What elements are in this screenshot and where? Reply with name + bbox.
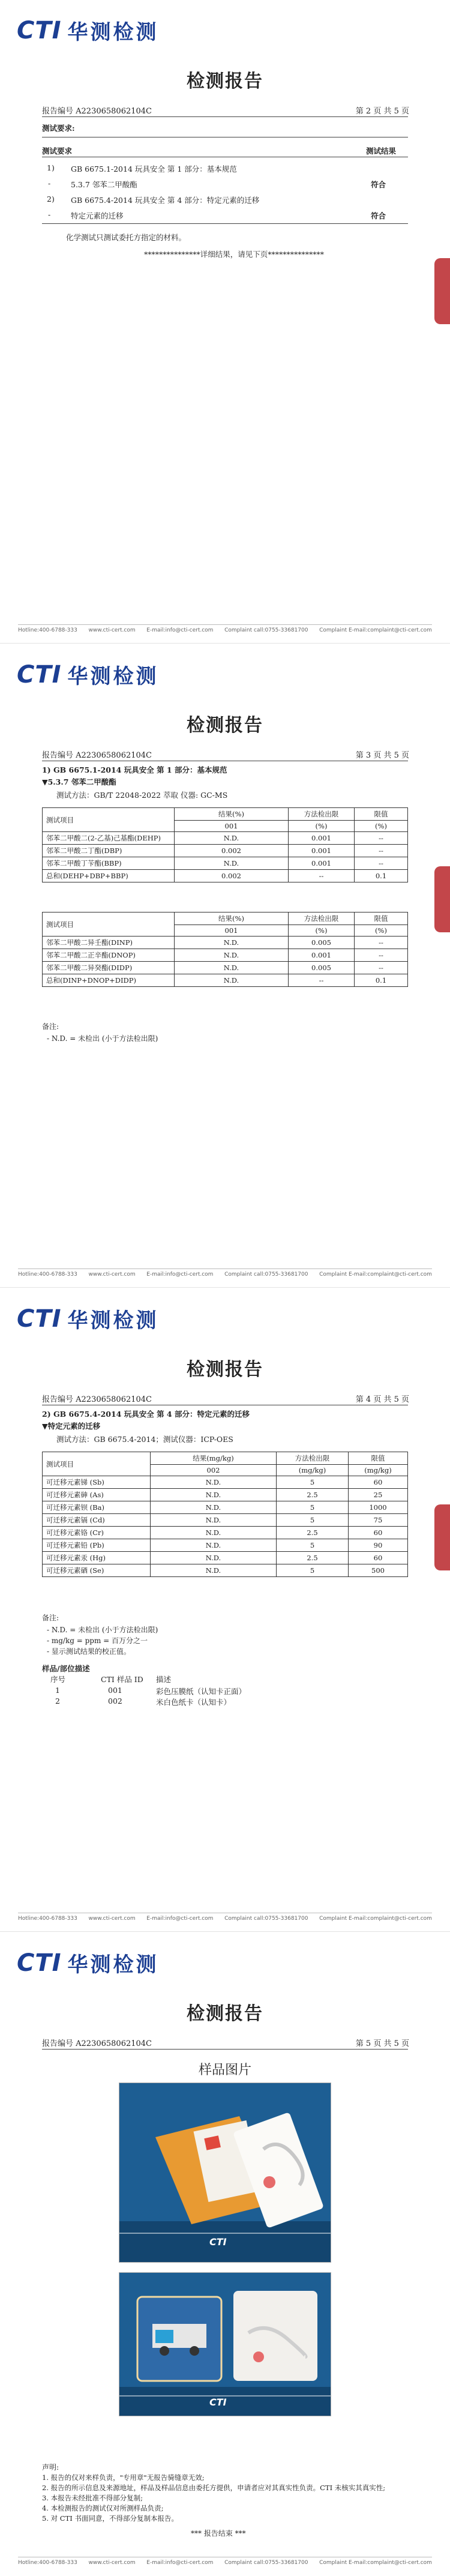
declaration-line: 3. 本报告未经批准不得部分复制; <box>42 2494 143 2502</box>
table-row: 可迁移元素汞 (Hg) N.D. 2.5 60 <box>43 1552 408 1564</box>
page-title: 检测报告 <box>187 1359 263 1380</box>
table-row: 邻苯二甲酸二丁酯(DBP) 0.002 0.001 -- <box>43 845 408 857</box>
declaration-line: 1. 报告的仅对来样负责，"专用章"无报告骑缝章无效; <box>42 2473 205 2482</box>
sample-header-no: 序号 <box>50 1675 66 1684</box>
sample-photo-2 <box>119 2272 331 2416</box>
req-item-text: 5.3.7 邻苯二甲酸酯 <box>71 180 137 189</box>
elements-table <box>42 1452 408 1577</box>
table-header-row: 001 (%) (%) <box>43 821 408 832</box>
table-row: 邻苯二甲酸二异壬酯(DINP) N.D. 0.005 -- <box>43 937 408 949</box>
cti-logo: CTI 华测检测 <box>17 1305 159 1333</box>
remark-line: - mg/kg = ppm = 百万分之一 <box>47 1636 148 1645</box>
table-row: 可迁移元素砷 (As) N.D. 2.5 25 <box>43 1489 408 1501</box>
table-header-row: 002 (mg/kg) (mg/kg) <box>43 1465 408 1476</box>
divider <box>42 223 408 224</box>
page-footer: Hotline:400-6788-333 www.cti-cert.com E-mail:info@cti-cert.com Complaint call:0755-33681700 Complaint E-mail:complaint@cti-cert.com <box>18 1268 432 1277</box>
cti-logo: CTI 华测检测 <box>17 660 159 689</box>
req-item-result: 符合 <box>371 211 386 220</box>
req-item-no: 2) <box>47 195 55 204</box>
sample-desc: 彩色压膜纸（认知卡正面） <box>156 1687 247 1696</box>
req-item-result: 符合 <box>371 180 386 189</box>
table-header-row: 测试项目 结果(%) 方法检出限 限值 <box>43 912 408 925</box>
report-number: 报告编号 A2230658062104C <box>42 751 152 760</box>
page-title: 检测报告 <box>187 71 263 92</box>
sample-header-id: CTI 样品 ID <box>101 1675 143 1684</box>
table-row: 可迁移元素钡 (Ba) N.D. 5 1000 <box>43 1501 408 1514</box>
requirements-head: 测试要求 <box>42 146 73 155</box>
table-row: 总和(DEHP+DBP+BBP) 0.002 -- 0.1 <box>43 870 408 882</box>
seal-stamp <box>434 866 450 932</box>
table-row: 可迁移元素铅 (Pb) N.D. 5 90 <box>43 1539 408 1552</box>
requirements-title: 测试要求: <box>42 124 75 133</box>
page-footer: Hotline:400-6788-333 www.cti-cert.com E-mail:info@cti-cert.com Complaint call:0755-33681700 Complaint E-mail:complaint@cti-cert.com <box>18 624 432 633</box>
sample-id: 001 <box>108 1686 122 1695</box>
req-item-no: - <box>48 179 51 188</box>
table-row: 总和(DINP+DNOP+DIDP) N.D. -- 0.1 <box>43 974 408 987</box>
test-method: 测试方法：GB/T 22048-2022 萃取 仪器: GC-MS <box>56 791 228 800</box>
report-page-3 <box>0 644 450 1288</box>
table-row: 邻苯二甲酸二异癸酯(DIDP) N.D. 0.005 -- <box>43 962 408 974</box>
page-number: 第 3 页 共 5 页 <box>355 751 409 760</box>
table-row: 邻苯二甲酸二(2-乙基)己基酯(DEHP) N.D. 0.001 -- <box>43 832 408 845</box>
table-header-row: 测试项目 结果(%) 方法检出限 限值 <box>43 808 408 821</box>
report-page-2 <box>0 0 450 644</box>
subsection-heading: ▼特定元素的迁移 <box>42 1422 101 1431</box>
section-heading: 2) GB 6675.4-2014 玩具安全 第 4 部分：特定元素的迁移 <box>42 1410 250 1419</box>
page-number: 第 5 页 共 5 页 <box>355 2039 409 2048</box>
req-item-text: 特定元素的迁移 <box>71 211 124 220</box>
report-number: 报告编号 A2230658062104C <box>42 1395 152 1404</box>
sample-no: 2 <box>55 1697 60 1706</box>
report-page-4 <box>0 1288 450 1932</box>
divider <box>42 2049 408 2050</box>
declaration-line: 4. 本检测报告的测试仅对所测样品负责; <box>42 2504 164 2512</box>
report-end: *** 报告结束 *** <box>191 2529 246 2538</box>
remark-line: - 显示测试结果的校正值。 <box>47 1647 131 1656</box>
chemical-note: 化学测试只测试委托方指定的材料。 <box>66 233 187 242</box>
req-item-no: 1) <box>47 163 55 172</box>
sample-description-title: 样品/部位描述 <box>42 1664 90 1673</box>
subsection-heading: ▼5.3.7 邻苯二甲酸酯 <box>42 777 116 786</box>
sample-desc: 米白色纸卡（认知卡） <box>156 1698 232 1707</box>
test-method: 测试方法：GB 6675.4-2014；测试仪器：ICP-OES <box>56 1435 233 1444</box>
remark-line: - N.D. = 未检出 (小于方法检出限) <box>47 1034 158 1043</box>
sample-id: 002 <box>108 1697 122 1706</box>
page-footer: Hotline:400-6788-333 www.cti-cert.com E-mail:info@cti-cert.com Complaint call:0755-33681700 Complaint E-mail:complaint@cti-cert.com <box>18 2557 432 2566</box>
report-page-5 <box>0 1932 450 2576</box>
req-item-no: - <box>48 210 51 219</box>
photo-watermark: CTI <box>209 2397 227 2408</box>
divider <box>42 116 408 117</box>
req-item-text: GB 6675.4-2014 玩具安全 第 4 部分：特定元素的迁移 <box>71 196 260 205</box>
sample-no: 1 <box>55 1686 60 1695</box>
table-row: 邻苯二甲酸丁苄酯(BBP) N.D. 0.001 -- <box>43 857 408 870</box>
page-footer: Hotline:400-6788-333 www.cti-cert.com E-mail:info@cti-cert.com Complaint call:0755-33681700 Complaint E-mail:complaint@cti-cert.com <box>18 1913 432 1922</box>
declaration-line: 2. 报告的所示信息及来源地址，样品及样品信息由委托方提供，申请者应对其真实性负责。CTI 未核实其真实性; <box>42 2484 386 2492</box>
phthalate-table-1 <box>42 807 408 882</box>
table-row: 可迁移元素硒 (Se) N.D. 5 500 <box>43 1564 408 1577</box>
cti-logo: CTI 华测检测 <box>17 16 159 44</box>
table-header-row: 测试项目 结果(mg/kg) 方法检出限 限值 <box>43 1452 408 1465</box>
remark-line: - N.D. = 未检出 (小于方法检出限) <box>47 1626 158 1634</box>
cti-logo: CTI 华测检测 <box>17 1949 159 1977</box>
remark-title: 备注: <box>42 1614 59 1622</box>
seal-stamp <box>434 1504 450 1570</box>
table-row: 可迁移元素铬 (Cr) N.D. 2.5 60 <box>43 1527 408 1539</box>
table-row: 可迁移元素锑 (Sb) N.D. 5 60 <box>43 1476 408 1489</box>
see-next-page: ***************详细结果，请见下页*************** <box>144 250 325 259</box>
page-number: 第 2 页 共 5 页 <box>355 107 409 116</box>
remark-title: 备注: <box>42 1022 59 1031</box>
page-title: 检测报告 <box>187 2003 263 2024</box>
req-item-text: GB 6675.1-2014 玩具安全 第 1 部分：基本规范 <box>71 164 237 173</box>
declaration-title: 声明: <box>42 2463 59 2472</box>
results-head: 测试结果 <box>366 146 397 155</box>
declaration-line: 5. 对 CTI 书面同意，不得部分复制本报告。 <box>42 2514 178 2523</box>
seal-stamp <box>434 258 450 324</box>
sample-photo-2-image <box>119 2273 331 2416</box>
table-row: 邻苯二甲酸二正辛酯(DNOP) N.D. 0.001 -- <box>43 949 408 962</box>
page-number: 第 4 页 共 5 页 <box>355 1395 409 1404</box>
sample-header-desc: 描述 <box>156 1675 172 1684</box>
page-title: 检测报告 <box>187 715 263 736</box>
phthalate-table-2 <box>42 912 408 987</box>
section-heading: 1) GB 6675.1-2014 玩具安全 第 1 部分：基本规范 <box>42 765 227 774</box>
table-header-row: 001 (%) (%) <box>43 925 408 937</box>
report-number: 报告编号 A2230658062104C <box>42 107 152 116</box>
sample-photo-1-image <box>119 2083 331 2262</box>
photo-watermark: CTI <box>209 2236 227 2248</box>
sample-photo-title: 样品图片 <box>198 2063 251 2078</box>
sample-photo-1 <box>119 2083 331 2263</box>
report-number: 报告编号 A2230658062104C <box>42 2039 152 2048</box>
table-row: 可迁移元素镉 (Cd) N.D. 5 75 <box>43 1514 408 1527</box>
